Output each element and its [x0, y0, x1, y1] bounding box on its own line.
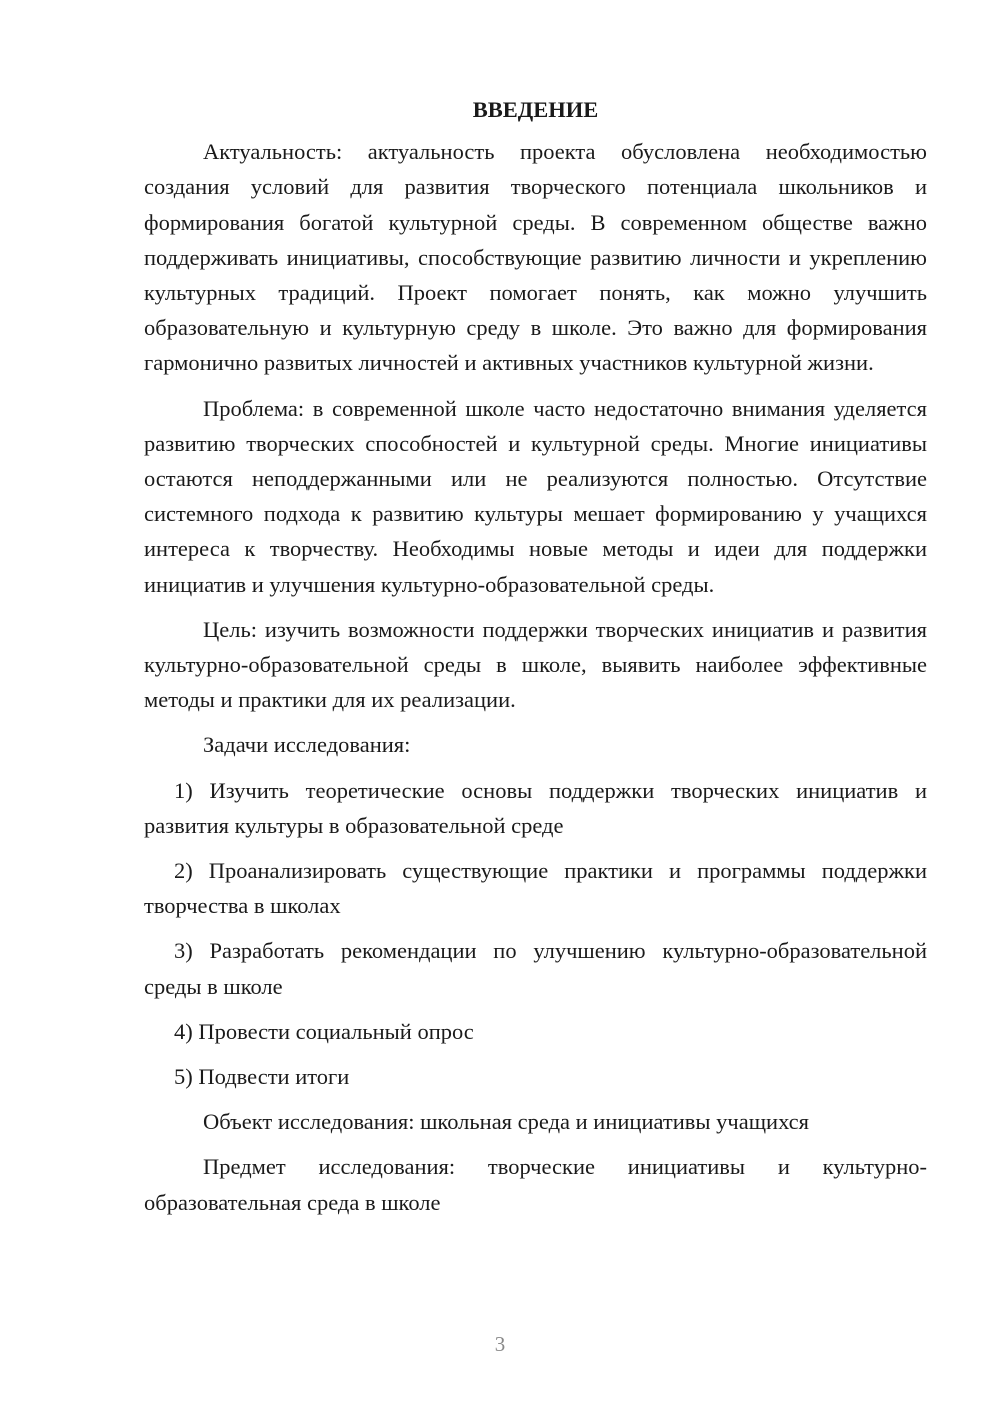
section-title: ВВЕДЕНИЕ [472, 97, 599, 122]
task-item-1: 1) Изучить теоретические основы поддержки творческих инициатив и развития культуры в образовательной среде [144, 777, 927, 838]
task-item-2: 2) Проанализировать существующие практики и программы поддержки творчества в школах [144, 858, 927, 919]
object-paragraph: Объект исследования: школьная среда и инициативы учащихся [203, 1109, 810, 1135]
relevance-paragraph: Актуальность: актуальность проекта обусловлена необходимостью создания условий для развития творческого потенциала школьников и формирования богатой культурной среды. В современном обществе важно поддерживать инициативы, способствующие развитию личности и укреплению культурных традиций. Проект помогает понять, как можно улучшить образовательную и культурную среду в школе. Это важно для формирования гармонично развитых личностей и активных участников культурной жизни. [144, 139, 927, 376]
goal-paragraph: Цель: изучить возможности поддержки творческих инициатив и развития культурно-образовательной среды в школе, выявить наиболее эффективные методы и практики для их реализации. [144, 616, 927, 713]
task-item-3: 3) Разработать рекомендации по улучшению культурно-образовательной среды в школе [144, 938, 927, 999]
task-item-5: 5) Подвести итоги [174, 1064, 350, 1090]
tasks-heading: Задачи исследования: [203, 732, 411, 758]
page-number: 3 [494, 1332, 506, 1356]
problem-paragraph: Проблема: в современной школе часто недостаточно внимания уделяется развитию творческих способностей и культурной среды. Многие инициативы остаются неподдержанными или не реализуются полностью. Отсутствие системного подхода к развитию культуры мешает формированию у учащихся интереса к творчеству. Необходимы новые методы и идеи для поддержки инициатив и улучшения культурно-образовательной среды. [144, 395, 927, 597]
document-page [144, 92, 927, 1230]
task-item-4: 4) Провести социальный опрос [174, 1018, 474, 1044]
subject-paragraph: Предмет исследования: творческие инициативы и культурно-образовательная среда в школе [144, 1154, 927, 1215]
